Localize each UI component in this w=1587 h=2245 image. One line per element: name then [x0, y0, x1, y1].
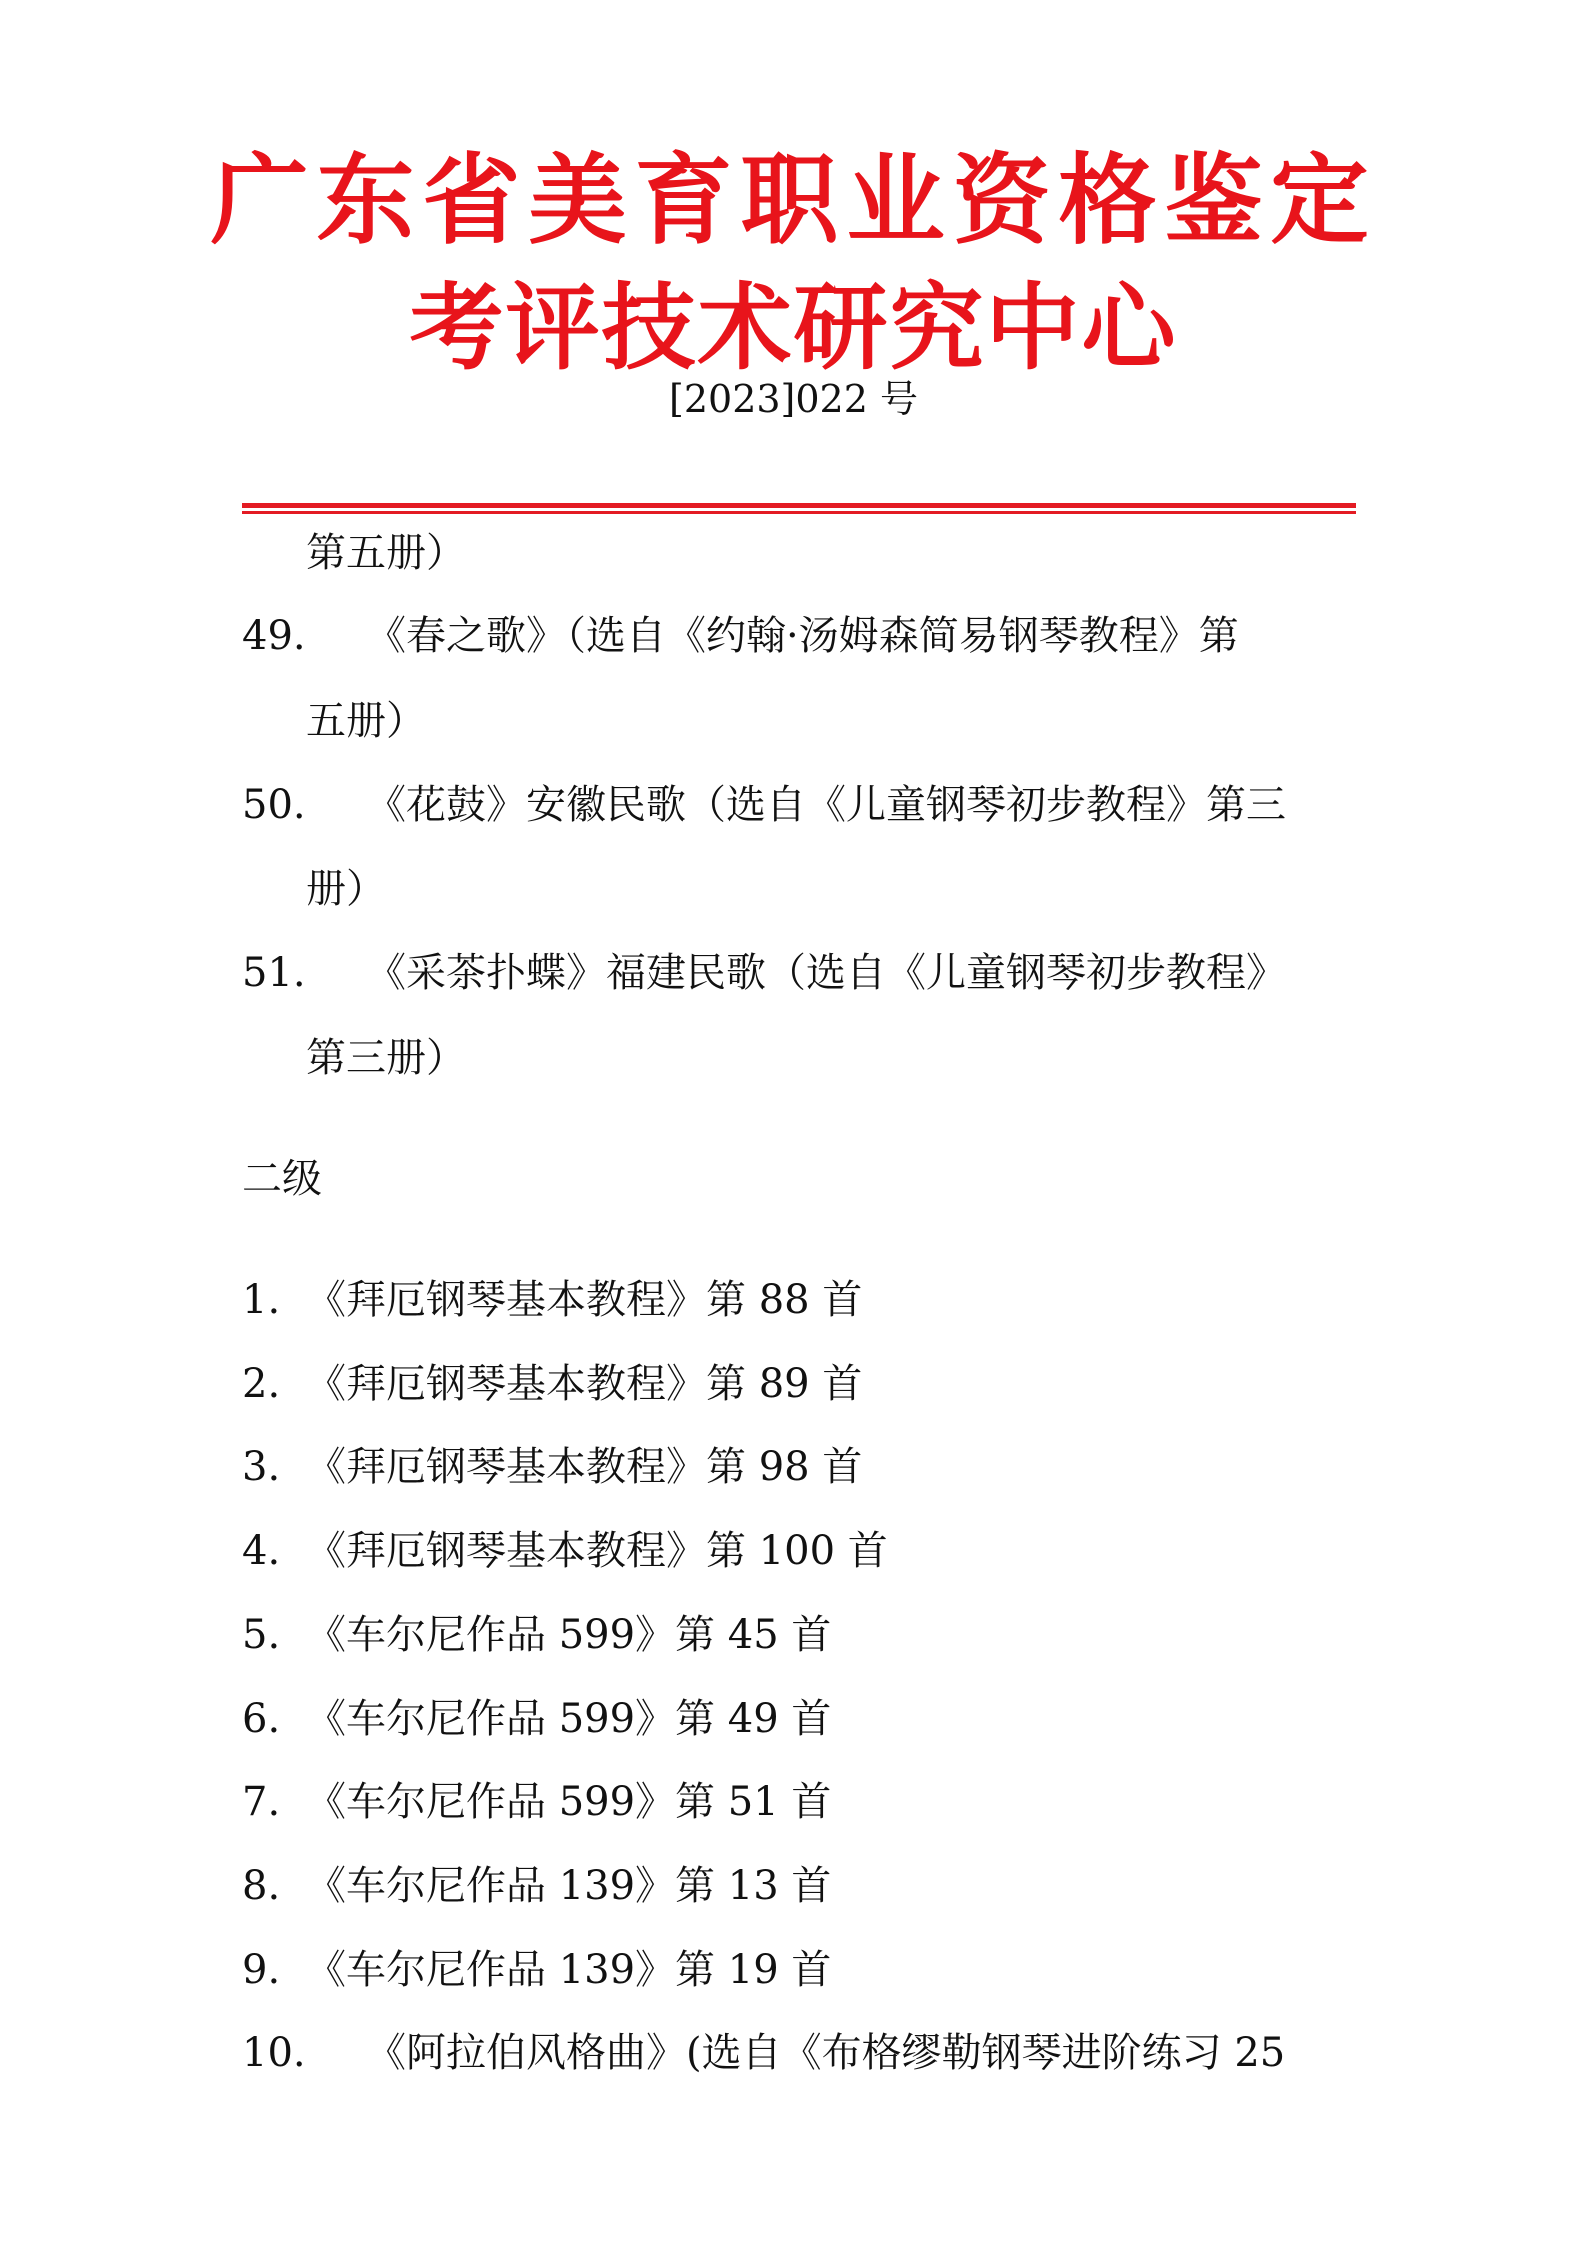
item-text: 《花鼓》安徽民歌（选自《儿童钢琴初步教程》第三	[366, 782, 1286, 828]
item-number: 3.	[242, 1444, 281, 1491]
item-text: 《车尔尼作品 139》第 13 首	[306, 1862, 832, 1909]
continued-text: 第五册）	[306, 530, 466, 576]
item-number: 8.	[242, 1862, 281, 1909]
item-number: 49.	[242, 613, 306, 659]
item-number: 1.	[242, 1277, 281, 1323]
item-number: 6.	[242, 1695, 281, 1742]
item-text: 《拜厄钢琴基本教程》第 100 首	[306, 1528, 888, 1575]
item-number: 50.	[242, 782, 306, 828]
item-text: 《阿拉伯风格曲》(选自《布格缪勒钢琴进阶练习 25	[366, 2030, 1286, 2077]
document-number: [2023]022 号	[669, 377, 918, 421]
item-text-cont: 册）	[306, 866, 386, 912]
item-text-cont: 五册）	[306, 698, 426, 744]
item-number: 9.	[242, 1946, 281, 1993]
item-text: 《车尔尼作品 599》第 49 首	[306, 1695, 832, 1742]
item-number: 51.	[242, 950, 306, 996]
item-text: 《拜厄钢琴基本教程》第 98 首	[306, 1444, 863, 1491]
item-text: 《拜厄钢琴基本教程》第 88 首	[306, 1277, 863, 1323]
item-text: 《车尔尼作品 139》第 19 首	[306, 1946, 832, 1993]
org-title-line2: 考评技术研究中心	[409, 274, 1178, 383]
item-text: 《车尔尼作品 599》第 45 首	[306, 1611, 832, 1658]
item-text: 《春之歌》（选自《约翰·汤姆森简易钢琴教程》第	[366, 613, 1239, 659]
header-divider-thin	[242, 511, 1356, 514]
item-number: 10.	[242, 2030, 306, 2077]
item-number: 5.	[242, 1611, 281, 1658]
section-heading: 二级	[242, 1156, 322, 1202]
header-divider-thick	[242, 503, 1356, 508]
item-text-cont: 第三册）	[306, 1035, 466, 1081]
item-number: 7.	[242, 1779, 281, 1826]
item-text: 《拜厄钢琴基本教程》第 89 首	[306, 1360, 863, 1407]
item-text: 《车尔尼作品 599》第 51 首	[306, 1779, 832, 1826]
item-number: 2.	[242, 1360, 281, 1407]
org-title-line1: 广东省美育职业资格鉴定	[210, 144, 1377, 258]
item-number: 4.	[242, 1528, 281, 1575]
item-text: 《采茶扑蝶》福建民歌（选自《儿童钢琴初步教程》	[366, 950, 1286, 996]
